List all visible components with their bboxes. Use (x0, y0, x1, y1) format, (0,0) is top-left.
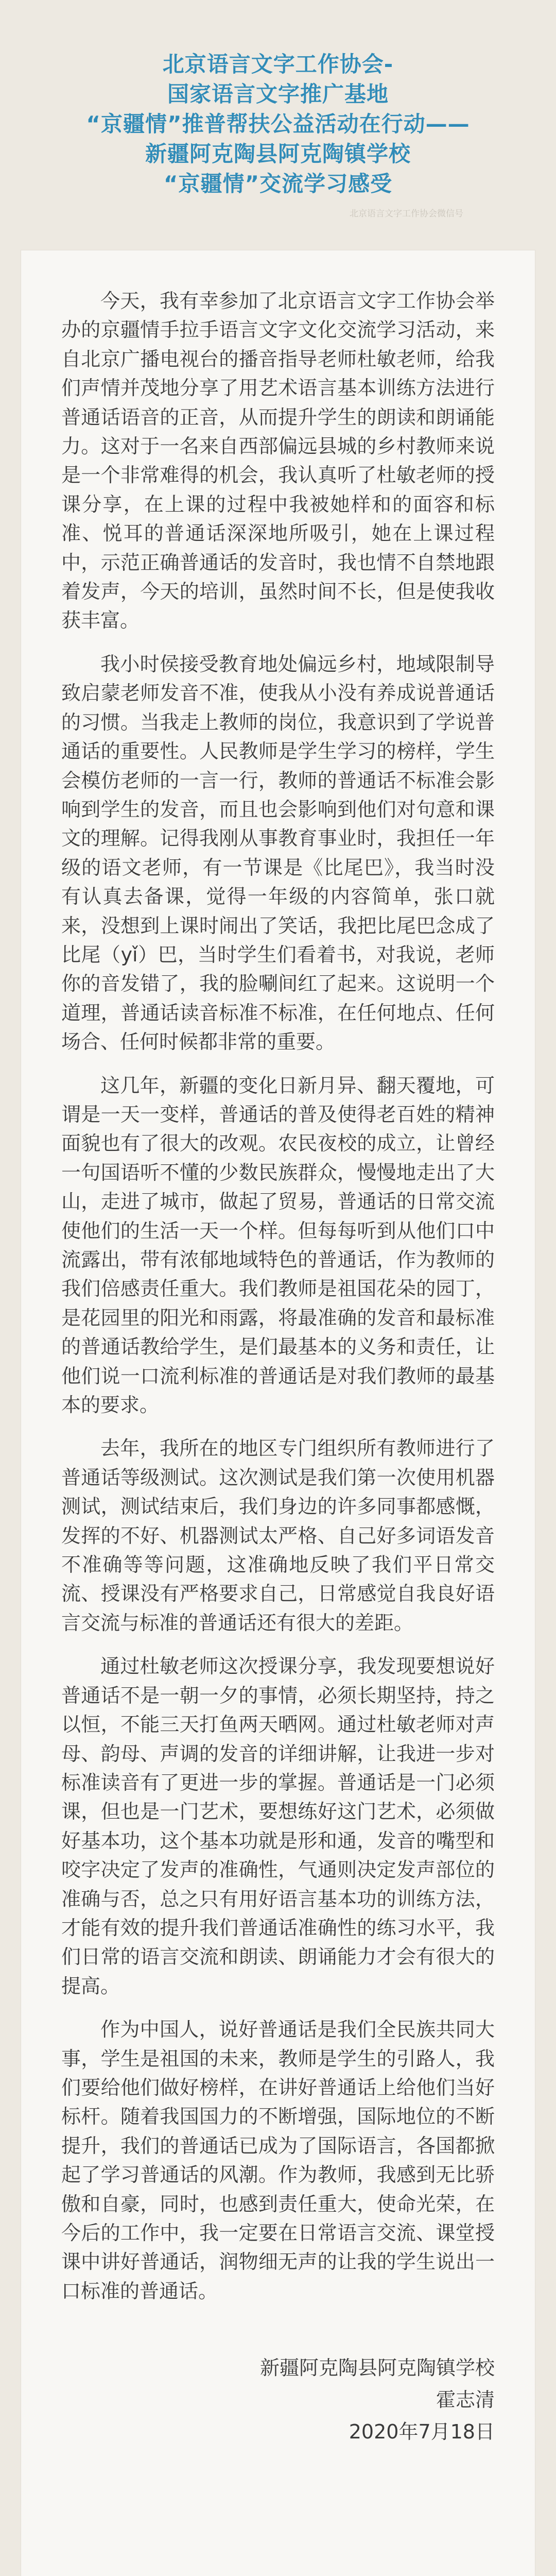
paragraph-5: 通过杜敏老师这次授课分享，我发现要想说好普通话不是一朝一夕的事情，必须长期坚持，持之以恒，不能三天打鱼两天晒网。通过杜敏老师对声母、韵母、声调的发音的详细讲解，让我进一步对标准读音有了更进一步的掌握。普通话是一门必须课，但也是一门艺术，要想练好这门艺术，必须做好基本功，这个基本功就是形和通，发音的嘴型和咬字决定了发声的准确性，气通则决定发声部位的准确与否，总之只有用好语言基本功的训练方法，才能有效的提升我们普通话准确性的练习水平，我们日常的语言交流和朗读、朗诵能力才会有很大的提高。 (61, 1655, 495, 1997)
watermark-text: 北京语言文字工作协会微信号 (350, 209, 463, 219)
signature-author: 霍志清 (436, 2388, 495, 2412)
title-line-5: “京疆情”交流学习感受 (163, 171, 393, 196)
title-line-4: 新疆阿克陶县阿克陶镇学校 (145, 141, 411, 166)
title-line-2: 国家语言文字推广基地 (167, 81, 389, 107)
article-body (21, 250, 535, 2576)
signature-date: 2020年7月18日 (349, 2420, 495, 2444)
signature-block (61, 2352, 495, 2448)
title-line-1: 北京语言文字工作协会- (162, 52, 394, 77)
signature-school: 新疆阿克陶县阿克陶镇学校 (259, 2357, 495, 2380)
paragraph-2: 我小时侯接受教育地处偏远乡村，地域限制导致启蒙老师发音不准，使我从小没有养成说普通话的习惯。当我走上教师的岗位，我意识到了学说普通话的重要性。人民教师是学生学习的榜样，学生会模仿老师的一言一行，教师的普通话不标准会影响到学生的发音，而且也会影响到他们对句意和课文的理解。记得我刚从事教育事业时，我担任一年级的语文老师，有一节课是《比尾巴》，我当时没有认真去备课，觉得一年级的内容简单，张口就来，没想到上课时闹出了笑话，我把比尾巴念成了比尾（yǐ）巴，当时学生们看着书，对我说，老师你的音发错了，我的脸唰间红了起来。这说明一个道理，普通话读音标准不标准，在任何地点、任何场合、任何时候都非常的重要。 (61, 652, 495, 1054)
paragraph-6: 作为中国人，说好普通话是我们全民族共同大事，学生是祖国的未来，教师是学生的引路人，我们要给他们做好榜样，在讲好普通话上给他们当好标杆。随着我国国力的不断增强，国际地位的不断提升，我们的普通话已成为了国际语言，各国都掀起了学习普通话的风潮。作为教师，我感到无比骄傲和自豪，同时，也感到责任重大，使命光荣，在今后的工作中，我一定要在日常语言交流、课堂授课中讲好普通话，润物细无声的让我的学生说出一口标准的普通话。 (61, 2018, 495, 2302)
paragraph-1: 今天，我有幸参加了北京语言文字工作协会举办的京疆情手拉手语言文字文化交流学习活动，来自北京广播电视台的播音指导老师杜敏老师，给我们声情并茂地分享了用艺术语言基本训练方法进行普通话语音的正音，从而提升学生的朗读和朗诵能力。这对于一名来自西部偏远县城的乡村教师来说是一个非常难得的机会，我认真听了杜敏老师的授课分享，在上课的过程中我被她样和的面容和标准、悦耳的普通话深深地所吸引，她在上课过程中，示范正确普通话的发音时，我也情不自禁地跟着发声，今天的培训，虽然时间不长，但是使我收获丰富。 (61, 290, 495, 632)
header-title-block (0, 49, 556, 199)
paragraph-3: 这几年，新疆的变化日新月异、翻天覆地，可谓是一天一变样，普通话的普及使得老百姓的精神面貌也有了很大的改观。农民夜校的成立，让曾经一句国语听不懂的少数民族群众，慢慢地走出了大山，走进了城市，做起了贸易，普通话的日常交流使他们的生活一天一个样。但每每听到从他们口中流露出，带有浓郁地域特色的普通话，作为教师的我们倍感责任重大。我们教师是祖国花朵的园丁，是花园里的阳光和雨露，将最准确的发音和最标准的普通话教给学生，是们最基本的义务和责任，让他们说一口流利标准的普通话是对我们教师的最基本的要求。 (61, 1074, 495, 1417)
title-line-3: “京疆情”推普帮扶公益活动在行动—— (86, 111, 470, 137)
paragraph-4: 去年，我所在的地区专门组织所有教师进行了普通话等级测试。这次测试是我们第一次使用机器测试，测试结束后，我们身边的许多同事都感慨，发挥的不好、机器测试太严格、自己好多词语发音不准确等等问题，这准确地反映了我们平日常交流、授课没有严格要求自己，日常感觉自我良好语言交流与标准的普通话还有很大的差距。 (61, 1437, 495, 1634)
